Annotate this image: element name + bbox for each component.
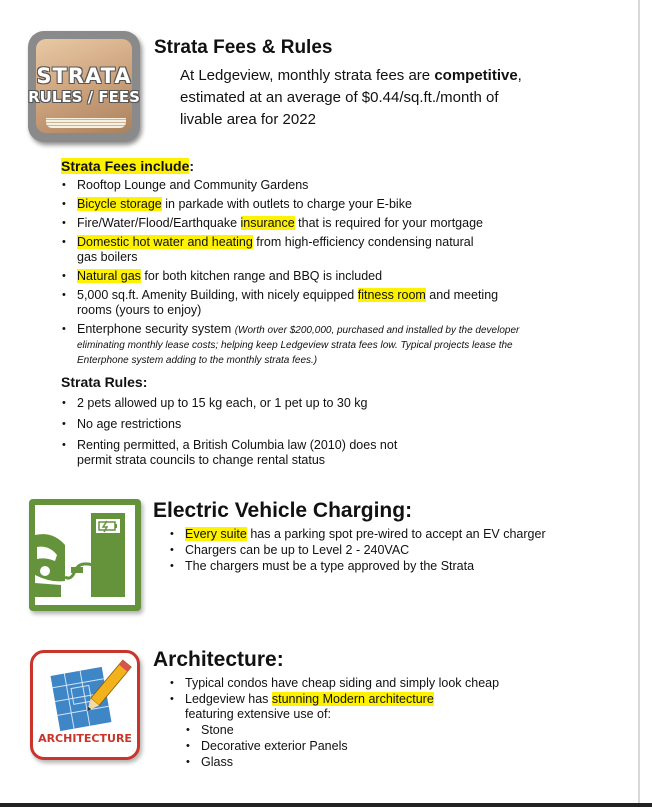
list-item <box>169 559 609 574</box>
item-text: for both kitchen range and BBQ is included <box>140 269 383 283</box>
item-highlight: Natural gas <box>77 269 141 283</box>
item-text: Rooftop Lounge and Community Gardens <box>77 178 309 192</box>
list-item <box>61 197 541 212</box>
item-text: and meeting <box>425 288 499 302</box>
ev-icon-inner <box>35 505 135 605</box>
item-highlight: stunning Modern architecture <box>271 692 434 706</box>
ev-list <box>169 527 609 574</box>
list-item <box>169 527 609 542</box>
list-item <box>61 269 541 284</box>
item-note: (Worth over $200,000, purchased and installed by the developer <box>234 325 520 336</box>
list-item <box>61 438 541 468</box>
ev-charging-icon <box>29 499 141 611</box>
sub-list-item <box>185 739 609 754</box>
item-text: The chargers must be a type approved by the Strata <box>185 559 475 573</box>
strata-icon-title: STRATA <box>36 64 132 88</box>
list-item <box>61 235 541 265</box>
item-note: Enterphone system adding to the monthly strata fees.) <box>77 355 318 366</box>
list-item <box>61 288 541 318</box>
item-text: Ledgeview has <box>185 692 272 706</box>
item-text-line2: featuring extensive use of: <box>185 707 331 721</box>
list-item <box>169 692 609 770</box>
item-highlight: Domestic hot water and heating <box>77 235 253 249</box>
strata-icon-subtitle: RULES / FEES <box>28 88 140 106</box>
fees-heading-colon: : <box>189 158 195 174</box>
list-item <box>169 676 609 691</box>
item-text-line2: rooms (yours to enjoy) <box>77 303 202 317</box>
fees-heading-highlight: Strata Fees include <box>61 158 190 174</box>
intro-line3: livable area for 2022 <box>180 111 316 128</box>
sub-list-item <box>185 755 609 770</box>
rules-list <box>61 396 541 468</box>
item-text: Stone <box>201 723 234 737</box>
page-edge-right <box>638 0 640 807</box>
item-highlight: Bicycle storage <box>77 197 162 211</box>
item-text: that is required for your mortgage <box>294 216 483 230</box>
list-item <box>169 543 609 558</box>
item-highlight: Every suite <box>185 527 247 541</box>
item-text-line2: permit strata councils to change rental status <box>77 453 326 467</box>
list-item <box>61 216 541 231</box>
architecture-heading: Architecture: <box>153 648 284 671</box>
sub-list-item <box>185 723 609 738</box>
architecture-list <box>169 676 609 770</box>
rules-heading: Strata Rules: <box>61 374 148 390</box>
architecture-sublist <box>185 723 609 770</box>
item-text: 2 pets allowed up to 15 kg each, or 1 pet up to 30 kg <box>77 396 368 410</box>
list-item <box>61 178 541 193</box>
item-text-line2: gas boilers <box>77 250 138 264</box>
item-text: from high-efficiency condensing natural <box>252 235 474 249</box>
blueprint-pencil-icon <box>33 653 137 731</box>
strata-heading: Strata Fees & Rules <box>154 37 333 58</box>
item-text: Typical condos have cheap siding and simply look cheap <box>185 676 500 690</box>
list-item <box>61 417 541 432</box>
item-highlight: fitness room <box>357 288 426 302</box>
fees-list <box>61 178 541 367</box>
item-text: Chargers can be up to Level 2 - 240VAC <box>185 543 410 557</box>
intro-line2: estimated at an average of $0.44/sq.ft./month of <box>180 89 499 106</box>
item-text: has a parking spot pre-wired to accept an EV charger <box>246 527 546 541</box>
intro-bold: competitive <box>434 67 518 84</box>
item-text: No age restrictions <box>77 417 182 431</box>
item-text: Decorative exterior Panels <box>201 739 348 753</box>
item-note: eliminating monthly lease costs; helping keep Ledgeview strata fees low. Typical projects lease the <box>77 340 513 351</box>
ev-car-charger-icon <box>35 505 135 605</box>
strata-book-icon <box>28 31 140 142</box>
page-edge-bottom <box>0 803 652 807</box>
item-text: Glass <box>201 755 233 769</box>
architecture-icon-label: ARCHITECTURE <box>38 732 132 745</box>
strata-intro <box>180 65 620 131</box>
item-highlight: insurance <box>240 216 295 230</box>
intro-text: At Ledgeview, monthly strata fees are <box>180 67 435 84</box>
architecture-icon <box>30 650 140 760</box>
list-item <box>61 322 541 367</box>
list-item <box>61 396 541 411</box>
intro-comma: , <box>517 67 522 84</box>
item-text: 5,000 sq.ft. Amenity Building, with nicely equipped <box>77 288 358 302</box>
item-text: Fire/Water/Flood/Earthquake <box>77 216 241 230</box>
fees-heading <box>61 158 194 174</box>
item-text: Renting permitted, a British Columbia law (2010) does not <box>77 438 398 452</box>
item-text: Enterphone security system <box>77 322 235 336</box>
book-pages <box>46 118 126 128</box>
ev-heading: Electric Vehicle Charging: <box>153 499 413 522</box>
item-text: in parkade with outlets to charge your E-bike <box>161 197 412 211</box>
